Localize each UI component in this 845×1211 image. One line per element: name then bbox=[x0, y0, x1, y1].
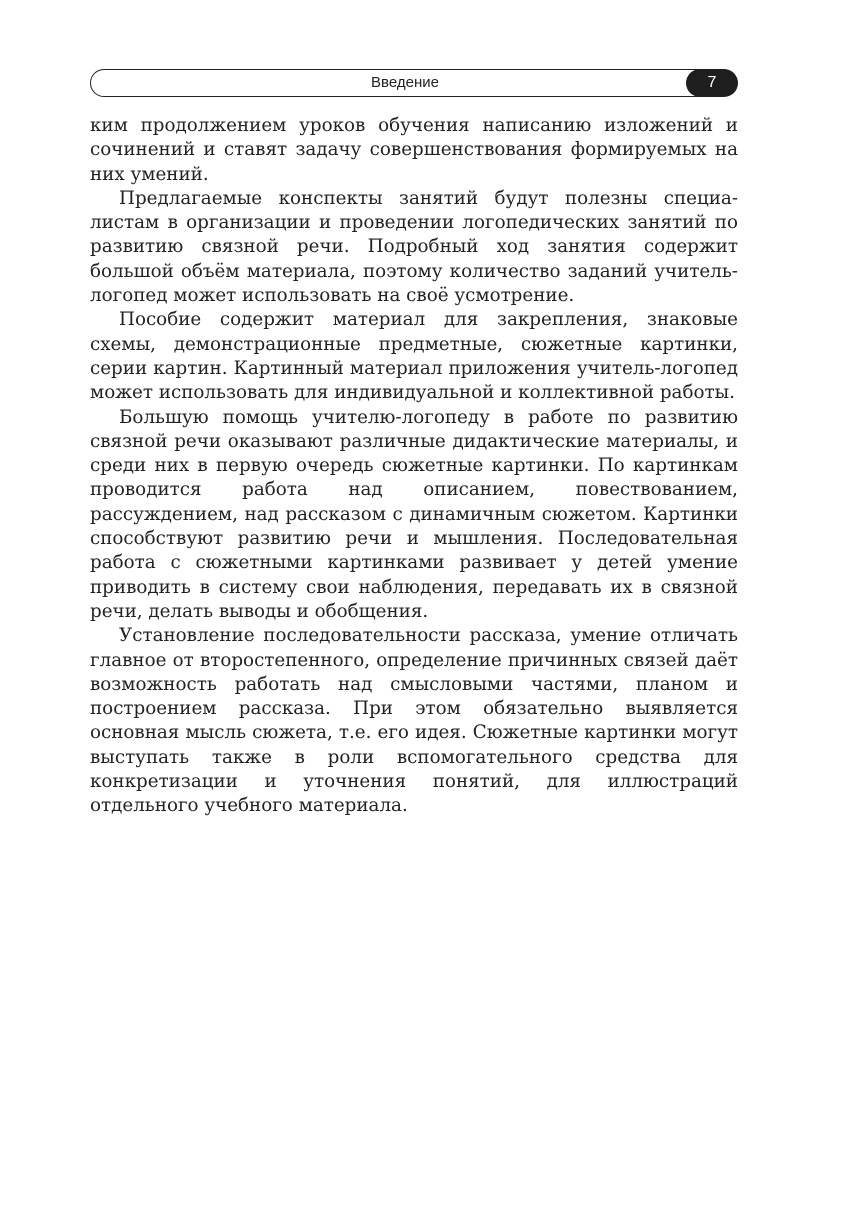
paragraph: Большую помощь учителю-логопеду в работе по развитию связной речи оказывают различные дидактические материалы, и среди них в первую очередь сюжетные картинки. По картинкам проводится работа над описанием, повествованием, рассуждением, над рассказом с динамичным сюжетом. Картинки способствуют развитию речи и мышления. Последовательная работа с сюжетными картинками развивает у детей умение приводить в систему свои наблюдения, передавать их в связной речи, делать выводы и обобщения. bbox=[90, 406, 738, 622]
chapter-title: Введение bbox=[371, 74, 439, 91]
page-number-badge: 7 bbox=[686, 69, 738, 97]
paragraph: Установление последовательности рассказа, умение отличать главное от второстепенного, определение причинных связей даёт возможность работать над смысловыми частями, планом и построением рассказа. При этом обязательно выявляется основная мысль сюжета, т.е. его идея. Сюжетные картинки могут выступать также в роли вспомогательного средства для конкретизации и уточнения понятий, для иллюстраций отдельного учебного материала. bbox=[90, 625, 738, 817]
page-body bbox=[90, 114, 738, 819]
paragraph: Предлагаемые конспекты занятий будут полезны специалистам в организации и проведении логопедических занятий по развитию связной речи. Подробный ход занятия содержит большой объём материала, поэтому количество заданий учитель-логопед может использовать на своё усмотрение. bbox=[90, 187, 738, 307]
paragraph-continuation: ким продолжением уроков обучения написанию изложений и сочинений и ставят задачу совершенствования формируемых на них умений. bbox=[90, 115, 738, 185]
paragraph: Пособие содержит материал для закрепления, знаковые схемы, демонстрационные предметные, сюжетные картинки, серии картин. Картинный материал приложения учитель-логопед может использовать для индивидуальной и коллективной работы. bbox=[90, 309, 738, 404]
running-header bbox=[90, 69, 738, 99]
